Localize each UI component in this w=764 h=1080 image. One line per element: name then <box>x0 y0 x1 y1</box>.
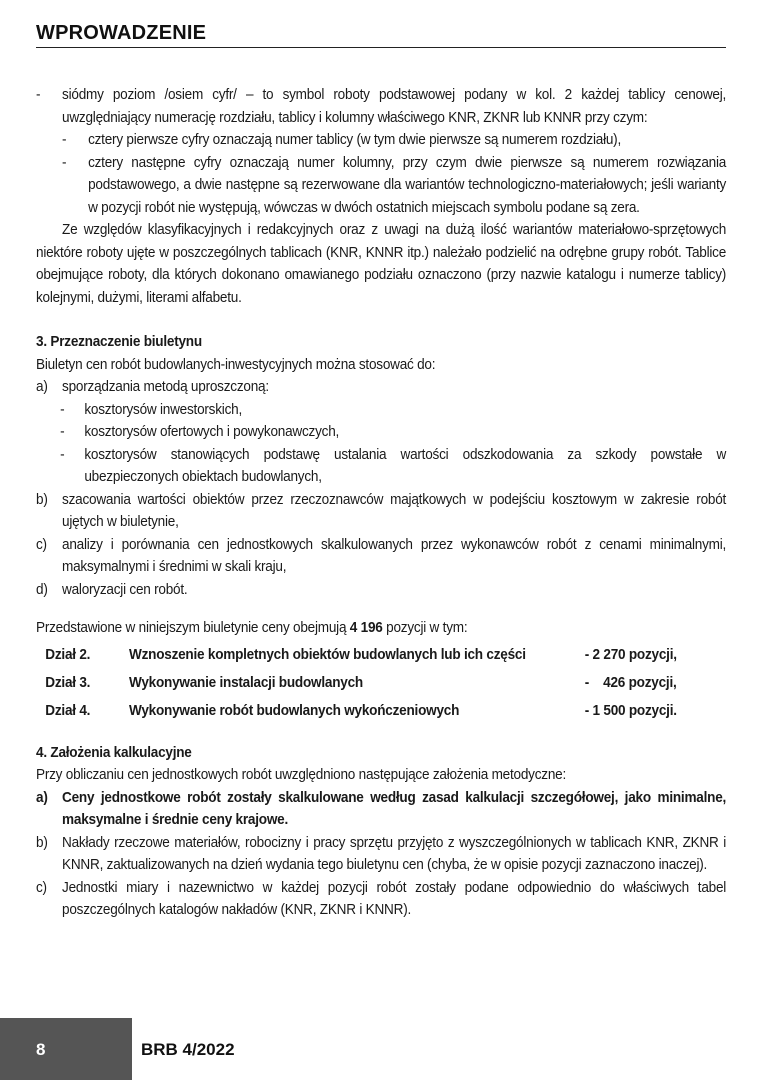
summary-text-after: pozycji w tym: <box>382 620 468 636</box>
section-4-heading: 4. Założenia kalkulacyjne <box>36 744 192 761</box>
list-marker: - <box>62 154 67 171</box>
page-number: 8 <box>36 1040 46 1059</box>
table-row <box>45 670 689 698</box>
list-item-text: waloryzacji cen robót. <box>62 581 188 598</box>
section-3-lead: Biuletyn cen robót budowlanych-inwestycyjnych można stosować do: <box>36 356 436 373</box>
list-marker: c) <box>36 536 47 553</box>
list-marker: - <box>60 446 65 463</box>
division-name: Wykonywanie robót budowlanych wykończeniowych <box>129 703 460 720</box>
list-item <box>36 832 726 877</box>
list-item-text: siódmy poziom /osiem cyfr/ – to symbol roboty podstawowej podany w kol. 2 każdej tablicy cenowej, uwzględniający numerację rozdziału, tablicy i kolumny właściwego KNR, ZKNR lub KNNR przy czym: <box>62 87 727 126</box>
list-marker: a) <box>36 379 48 395</box>
list-item-text: kosztorysów ofertowych i powykonawczych, <box>84 424 340 440</box>
list-marker: - <box>62 132 67 148</box>
list-item-text: kosztorysów stanowiących podstawę ustalania wartości odszkodowania za szkody powstałe w ubezpieczonych obiektach budowlanych, <box>84 446 727 485</box>
intro-paragraph: Ze względów klasyfikacyjnych i redakcyjnych oraz z uwagi na dużą ilość wariantów materiałowo-sprzętowych niektóre roboty ujęte w poszczególnych tablicach (KNR, KNNR itp.) należało podzielić na odrębne grupy robót. Tablice obejmujące roboty, dla których dokonano omawianego podziału oznaczono (przy nazwie katalogu i numerze tablicy) kolejnymi, dużymi, literami alfabetu. <box>36 222 727 306</box>
division-name: Wznoszenie kompletnych obiektów budowlanych lub ich części <box>129 647 526 664</box>
list-marker: b) <box>36 491 48 508</box>
list-item-text: Ceny jednostkowe robót zostały skalkulowane według zasad kalkulacji szczegółowej, jako minimalne, maksymalne i średnie ceny krajowe. <box>62 789 727 828</box>
table-row <box>45 698 689 726</box>
list-item <box>36 534 726 579</box>
divisions-table <box>45 642 689 726</box>
spacer <box>36 601 726 617</box>
list-marker: - <box>36 87 41 103</box>
list-item-text: analizy i porównania cen jednostkowych skalkulowanych przez wykonawców robót z cenami minimalnymi, maksymalnymi i średnimi w skali kraju, <box>62 536 727 575</box>
division-count: - 426 pozycji, <box>584 675 677 692</box>
list-marker: - <box>60 424 65 440</box>
summary-text-before: Przedstawione w niniejszym biuletynie ceny obejmują <box>36 620 350 636</box>
division-count: - 1 500 pozycji. <box>584 703 677 720</box>
section-4-lead: Przy obliczaniu cen jednostkowych robót uwzględniono następujące założenia metodyczne: <box>36 767 567 783</box>
section-3-heading: 3. Przeznaczenie biuletynu <box>36 334 202 350</box>
list-item-text: Jednostki miary i nazewnictwo w każdej pozycji robót zostały podane odpowiednio do właściwych tabel poszczególnych katalogów nakładów (KNR, ZKNR i KNNR). <box>62 879 727 918</box>
footer-page-number-box <box>0 1018 132 1080</box>
list-marker: c) <box>36 879 47 896</box>
list-item-text: szacowania wartości obiektów przez rzeczoznawców majątkowych w podejściu kosztowym w zakresie robót ujętych w biuletynie, <box>62 491 727 530</box>
list-marker: d) <box>36 581 48 598</box>
division-name: Wykonywanie instalacji budowlanych <box>129 675 363 692</box>
page-header-title: WPROWADZENIE <box>36 22 726 48</box>
list-item-text: Nakłady rzeczowe materiałów, robocizny i pracy sprzętu przyjęto z wyszczególnionych w tablicach KNR, ZKNR i KNNR, zaktualizowanych na dzień wydania tego biuletynu cen (chyba, że w opisie pozycji zaznaczono inaczej). <box>62 834 727 873</box>
division-label: Dział 3. <box>45 675 91 692</box>
sub-list-item <box>36 152 726 220</box>
footer-publication-title: BRB 4/2022 <box>141 1040 235 1059</box>
summary-lead <box>36 617 726 640</box>
list-item <box>36 84 726 129</box>
list-marker: b) <box>36 834 48 851</box>
list-item <box>36 376 726 399</box>
sub-list-item <box>36 421 726 444</box>
summary-count: 4 196 <box>349 620 383 636</box>
list-item-text: cztery następne cyfry oznaczają numer kolumny, przy czym dwie pierwsze są numerem rozwiązania podstawowego, a dwie następne są rezerwowane dla wariantów technologiczno-materiałowych; jeśli warianty w pozycji robót nie występują, wówczas w dwóch ostatnich miejscach symbolu podane są zera. <box>88 154 727 216</box>
list-item <box>36 489 726 534</box>
list-item <box>36 787 726 832</box>
list-marker: a) <box>36 789 48 806</box>
sub-list-item <box>36 444 726 489</box>
division-count: - 2 270 pozycji, <box>584 647 677 664</box>
list-item-text: kosztorysów inwestorskich, <box>84 401 242 418</box>
list-item <box>36 877 726 922</box>
table-row <box>45 642 689 670</box>
page-body <box>36 84 727 922</box>
division-label: Dział 2. <box>45 647 91 664</box>
sub-list-item <box>36 129 726 152</box>
division-label: Dział 4. <box>45 703 91 720</box>
sub-list-item <box>36 399 726 422</box>
list-item-text: cztery pierwsze cyfry oznaczają numer tablicy (w tym dwie pierwsze są numerem rozdziału), <box>88 132 622 148</box>
list-item <box>36 579 726 602</box>
list-marker: - <box>60 401 65 418</box>
list-item-text: sporządzania metodą uproszczoną: <box>62 379 269 395</box>
